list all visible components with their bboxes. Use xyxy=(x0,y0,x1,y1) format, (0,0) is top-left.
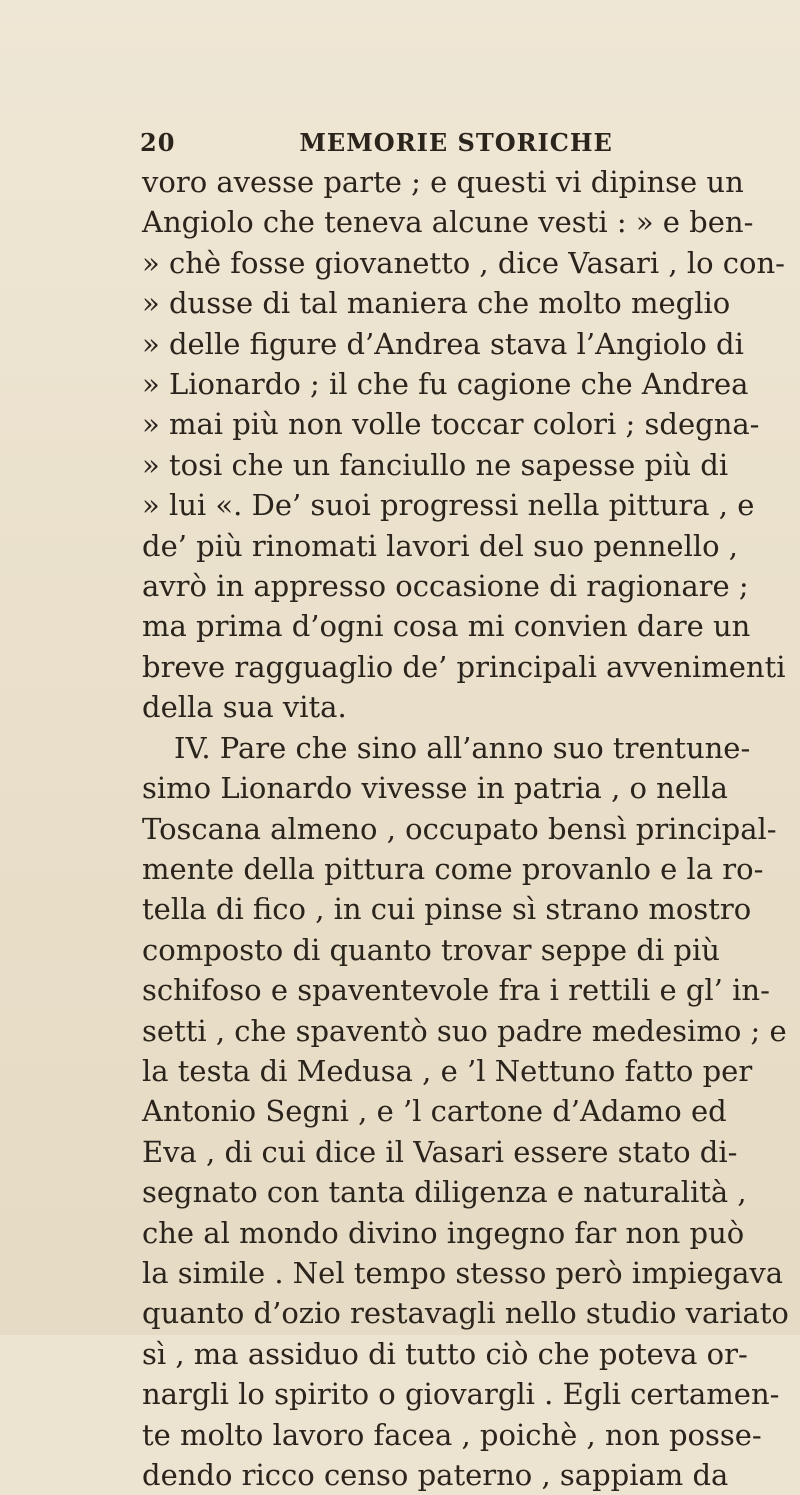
text-line: » delle figure d’Andrea stava l’Angiolo di xyxy=(142,326,744,361)
text-line: » lui «. De’ suoi progressi nella pittura , e xyxy=(142,488,755,523)
text-line: schifoso e spaventevole fra i rettili e gl’ in- xyxy=(142,973,770,1008)
running-head xyxy=(140,128,700,157)
text-line: simo Lionardo vivesse in patria , o nella xyxy=(142,771,728,806)
text-line: la simile . Nel tempo stesso però impiegava xyxy=(142,1255,784,1290)
text-line: voro avesse parte ; e questi vi dipinse un xyxy=(142,165,744,199)
text-line: » dusse di tal maniera che molto meglio xyxy=(142,286,731,321)
text-line: IV. Pare che sino all’anno suo trentune- xyxy=(174,730,751,765)
text-line: composto di quanto trovar seppe di più xyxy=(142,932,720,967)
text-line: sì , ma assiduo di tutto ciò che poteva or- xyxy=(142,1336,748,1371)
text-line: ma prima d’ogni cosa mi convien dare un xyxy=(142,609,751,644)
text-line: segnato con tanta diligenza e naturalità , xyxy=(142,1175,747,1210)
text-line: setti , che spaventò suo padre medesimo ; e xyxy=(142,1013,787,1048)
text-line: dendo ricco censo paterno , sappiam da xyxy=(142,1458,729,1492)
text-line: Angiolo che teneva alcune vesti : » e ben- xyxy=(142,205,754,240)
text-line: avrò in appresso occasione di ragionare ; xyxy=(142,569,749,604)
text-line: la testa di Medusa , e ’l Nettuno fatto per xyxy=(142,1053,753,1088)
text-line: della sua vita. xyxy=(142,690,347,725)
text-line: » mai più non volle toccar colori ; sdegna- xyxy=(142,407,760,442)
body-text xyxy=(142,162,789,1495)
text-line: » chè fosse giovanetto , dice Vasari , lo con- xyxy=(142,245,785,280)
text-line: te molto lavoro facea , poichè , non posse- xyxy=(142,1417,762,1452)
text-line: » tosi che un fanciullo ne sapesse più di xyxy=(142,447,729,482)
page-number: 20 xyxy=(140,128,176,157)
text-line: mente della pittura come provanlo e la ro- xyxy=(142,851,764,886)
text-line: Eva , di cui dice il Vasari essere stato di- xyxy=(142,1134,738,1169)
text-line: breve ragguaglio de’ principali avvenimenti xyxy=(142,649,786,684)
text-line: de’ più rinomati lavori del suo pennello , xyxy=(142,528,739,563)
text-line: tella di fico , in cui pinse sì strano mostro xyxy=(142,892,752,927)
text-line: » Lionardo ; il che fu cagione che Andrea xyxy=(142,367,749,402)
text-line: nargli lo spirito o giovargli . Egli certamen- xyxy=(142,1377,780,1412)
text-line: quanto d’ozio restavagli nello studio variato xyxy=(142,1296,789,1331)
header-title: MEMORIE STORICHE xyxy=(299,128,613,157)
text-line: Antonio Segni , e ’l cartone d’Adamo ed xyxy=(142,1094,727,1129)
text-line: che al mondo divino ingegno far non può xyxy=(142,1215,745,1250)
text-line: Toscana almeno , occupato bensì principal- xyxy=(142,811,777,846)
